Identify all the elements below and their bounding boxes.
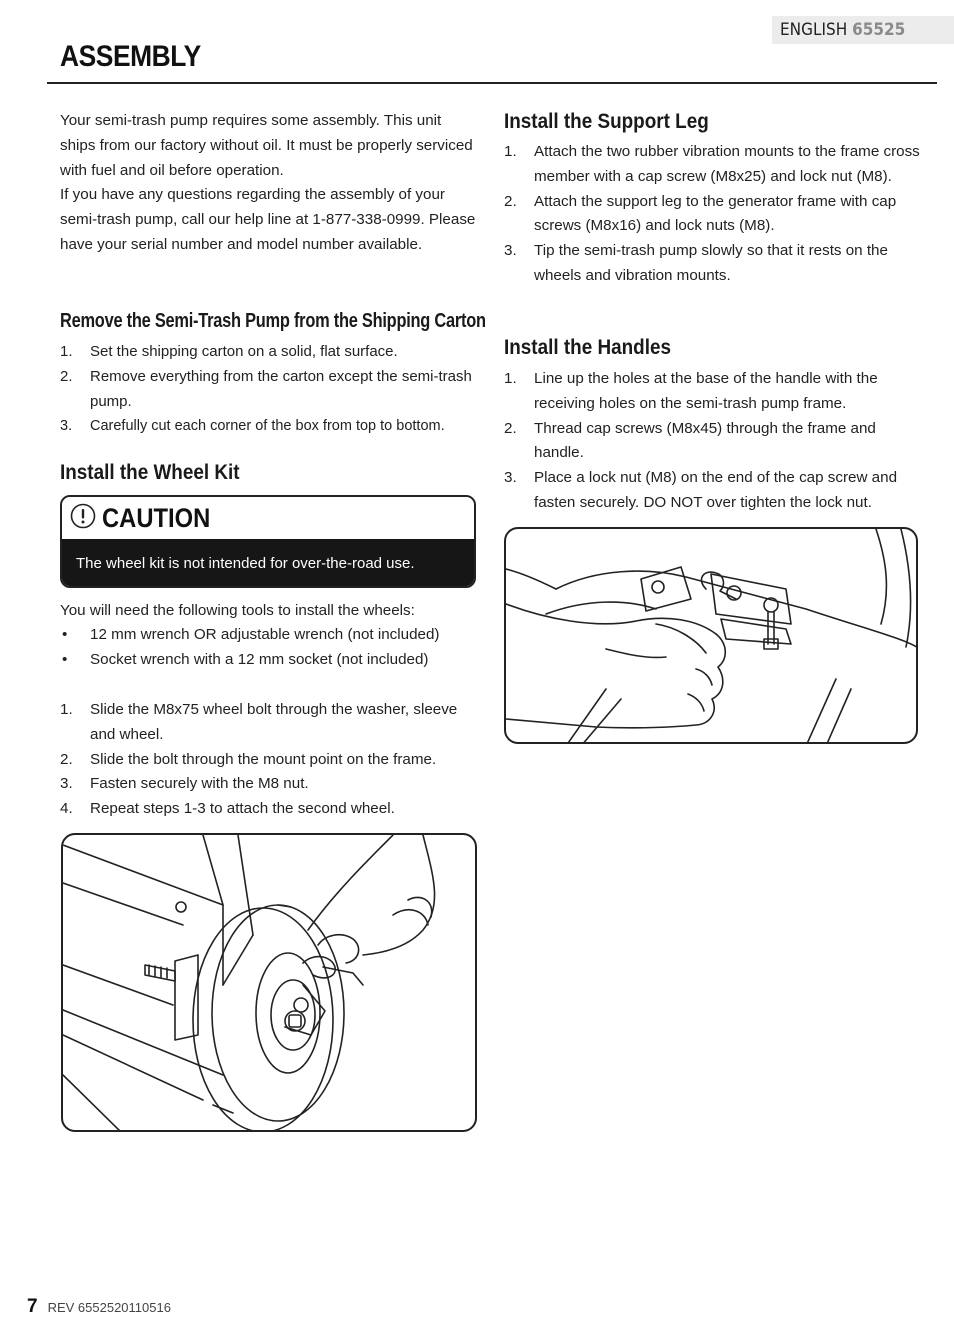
tool-text: 12 mm wrench OR adjustable wrench (not included) [90,626,440,643]
step-number: 2. [504,192,517,210]
exclamation-circle-icon [70,503,96,534]
step-number: 1. [60,701,73,718]
support-heading: Install the Support Leg [504,110,709,133]
wheel-steps [60,698,480,822]
page-number: 7 [27,1296,38,1317]
step-number: 2. [60,750,73,768]
step-text: Place a lock nut (M8) on the end of the cap screw and fasten securely. DO NOT over tighten the lock nut. [534,469,898,511]
step-number: 1. [504,143,517,160]
list-item [504,140,924,190]
step-number: 3. [504,242,517,260]
step-text: Slide the bolt through the mount point on the frame. [90,750,437,768]
wheel-install-illustration [61,833,477,1132]
intro-text [60,109,478,258]
tools-list [60,623,480,673]
caution-label: CAUTION [102,502,211,533]
step-number: 1. [60,343,73,360]
step-text: Repeat steps 1-3 to attach the second wheel. [90,800,395,818]
step-number: 1. [504,370,517,387]
tools-intro: You will need the following tools to install the wheels: [60,602,415,619]
step-text: Attach the support leg to the generator frame with cap screws (M8x16) and lock nuts (M8). [534,192,897,235]
step-number: 2. [60,367,73,385]
step-number: 2. [504,419,517,437]
bullet: • [62,650,68,668]
step-number: 4. [60,800,73,818]
language-label: ENGLISH [780,20,848,40]
step-number: 3. [60,418,73,435]
step-text: Carefully cut each corner of the box from top to bottom. [90,418,445,435]
handle-install-illustration [504,527,918,744]
list-item [60,365,480,415]
list-item [504,466,924,516]
handles-steps [504,367,924,516]
step-text: Thread cap screws (M8x45) through the frame and handle. [534,419,876,462]
list-item [60,340,480,365]
remove-heading: Remove the Semi-Trash Pump from the Shipping Carton [60,310,486,332]
step-text: Tip the semi-trash pump slowly so that it rests on the wheels and vibration mounts. [534,242,888,284]
step-text: Remove everything from the carton except the semi-trash pump. [90,367,472,410]
list-item [504,190,924,240]
step-text: Line up the holes at the base of the handle with the receiving holes on the semi-trash pump frame. [534,370,878,412]
page-footer [27,1296,171,1318]
step-text: Fasten securely with the M8 nut. [90,775,309,793]
model-number: 65525 [852,20,906,40]
list-item [60,748,480,773]
title-divider [47,82,937,84]
list-item [60,623,480,648]
step-number: 3. [60,775,73,793]
wheel-heading: Install the Wheel Kit [60,461,240,484]
intro-paragraph-1: Your semi-trash pump requires some assembly. This unit ships from our factory without oil. It must be properly serviced with fuel and oil before operation. [60,112,473,179]
list-item [60,414,480,439]
handles-heading: Install the Handles [504,336,671,359]
list-item [504,367,924,417]
list-item [60,648,480,673]
caution-box [60,495,476,588]
page-title: ASSEMBLY [60,40,201,73]
list-item [504,417,924,467]
step-number: 3. [504,469,517,487]
list-item [60,698,480,748]
tool-text: Socket wrench with a 12 mm socket (not included) [90,650,429,668]
remove-steps [60,340,480,439]
language-model-label [772,16,954,44]
revision-code: REV 6552520110516 [47,1300,171,1315]
intro-paragraph-2: If you have any questions regarding the assembly of your semi-trash pump, call our help line at 1-877-338-0999. Please have your serial number and model number available. [60,186,476,253]
bullet: • [62,626,68,643]
support-steps [504,140,924,289]
step-text: Set the shipping carton on a solid, flat surface. [90,343,398,360]
list-item [60,797,480,822]
caution-header [62,497,474,539]
step-text: Attach the two rubber vibration mounts to the frame cross member with a cap screw (M8x25) and lock nut (M8). [534,143,920,185]
caution-message: The wheel kit is not intended for over-the-road use. [62,539,474,586]
list-item [504,239,924,289]
step-text: Slide the M8x75 wheel bolt through the washer, sleeve and wheel. [90,701,458,743]
list-item [60,772,480,797]
